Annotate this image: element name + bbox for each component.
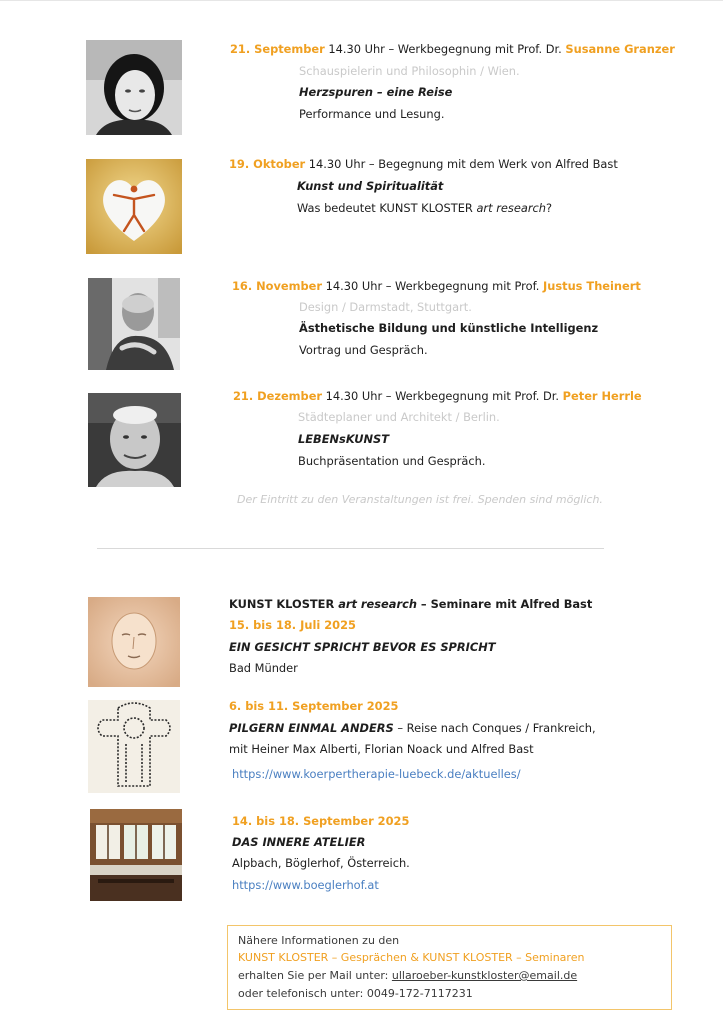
top-border	[0, 0, 723, 1]
event-3-title: Ästhetische Bildung und künstliche Intelligenz	[299, 321, 599, 335]
seminar-3-place: Alpbach, Böglerhof, Österreich.	[232, 856, 410, 870]
event-4-headline	[233, 389, 642, 403]
event-4-description: Buchpräsentation und Gespräch.	[298, 454, 486, 468]
seminar-2-link[interactable]: https://www.koerpertherapie-luebeck.de/aktuelles/	[232, 767, 521, 781]
event-4-time: 14.30 Uhr – Werkbegegnung mit Prof. Dr.	[322, 389, 563, 403]
portrait-justus-theinert	[88, 278, 180, 370]
event-2-time: 14.30 Uhr – Begegnung mit dem Werk von Alfred Bast	[305, 157, 618, 171]
seminars-header	[229, 597, 592, 611]
info-line-2: KUNST KLOSTER – Gesprächen & KUNST KLOSTER – Seminaren	[238, 951, 585, 964]
seminar-2-title: PILGERN EINMAL ANDERS	[229, 721, 394, 735]
event-1-person: Susanne Granzer	[565, 42, 675, 56]
artwork-heart-figure	[86, 159, 182, 254]
artwork-church-floorplan	[88, 700, 180, 793]
event-2-date: 19. Oktober	[229, 157, 306, 171]
seminar-2-title-line	[229, 721, 596, 735]
event-2-desc-italic: art research	[476, 201, 546, 215]
event-1-headline	[230, 42, 675, 56]
event-4-date: 21. Dezember	[233, 389, 323, 403]
seminar-1-place: Bad Münder	[229, 661, 298, 675]
portrait-susanne-granzer	[86, 40, 182, 135]
event-4-role: Städteplaner und Architekt / Berlin.	[298, 410, 500, 424]
portrait-peter-herrle	[88, 393, 181, 487]
event-3-date: 16. November	[232, 279, 323, 293]
photo-studio-interior	[90, 809, 182, 901]
event-4-title: LEBENsKUNST	[298, 432, 389, 446]
event-1-role: Schauspielerin und Philosophin / Wien.	[299, 64, 520, 78]
seminars-header-suffix: – Seminare mit Alfred Bast	[416, 597, 593, 611]
event-1-date: 21. September	[230, 42, 325, 56]
event-2-headline	[229, 157, 618, 171]
seminar-1-date: 15. bis 18. Juli 2025	[229, 618, 356, 632]
seminar-3-title: DAS INNERE ATELIER	[232, 835, 366, 849]
event-2-description	[297, 201, 552, 215]
event-3-person: Justus Theinert	[543, 279, 641, 293]
event-3-time: 14.30 Uhr – Werkbegegnung mit Prof.	[322, 279, 543, 293]
event-2-desc-suffix: ?	[545, 201, 553, 215]
info-line-3-prefix: erhalten Sie per Mail unter:	[238, 969, 392, 982]
artwork-face	[88, 597, 180, 687]
event-1-description: Performance und Lesung.	[299, 107, 445, 121]
section-divider	[97, 548, 604, 549]
event-2-desc-prefix: Was bedeutet KUNST KLOSTER	[297, 201, 477, 215]
event-4-person: Peter Herrle	[562, 389, 642, 403]
seminars-header-italic: art research	[338, 597, 417, 611]
event-3-headline	[232, 279, 641, 293]
event-3-role: Design / Darmstadt, Stuttgart.	[299, 300, 472, 314]
event-1-title: Herzspuren – eine Reise	[299, 85, 453, 99]
contact-email-link[interactable]: ullaroeber-kunstkloster@email.de	[391, 969, 578, 982]
event-1-time: 14.30 Uhr – Werkbegegnung mit Prof. Dr.	[324, 42, 566, 56]
info-line-1: Nähere Informationen zu den	[238, 934, 400, 947]
event-3-description: Vortrag und Gespräch.	[299, 343, 428, 357]
seminars-header-prefix: KUNST KLOSTER	[229, 597, 339, 611]
seminar-2-date: 6. bis 11. September 2025	[229, 699, 399, 713]
admission-note: Der Eintritt zu den Veranstaltungen ist frei. Spenden sind möglich.	[237, 493, 603, 506]
seminar-3-date: 14. bis 18. September 2025	[232, 814, 410, 828]
event-2-title: Kunst und Spiritualität	[297, 179, 444, 193]
seminar-1-title: EIN GESICHT SPRICHT BEVOR ES SPRICHT	[229, 640, 496, 654]
seminar-2-participants: mit Heiner Max Alberti, Florian Noack und Alfred Bast	[229, 742, 534, 756]
seminar-2-title-suffix: – Reise nach Conques / Frankreich,	[393, 721, 596, 735]
info-line-3	[238, 969, 577, 983]
seminar-3-link[interactable]: https://www.boeglerhof.at	[232, 878, 379, 892]
info-line-4: oder telefonisch unter: 0049-172-7117231	[238, 987, 473, 1000]
